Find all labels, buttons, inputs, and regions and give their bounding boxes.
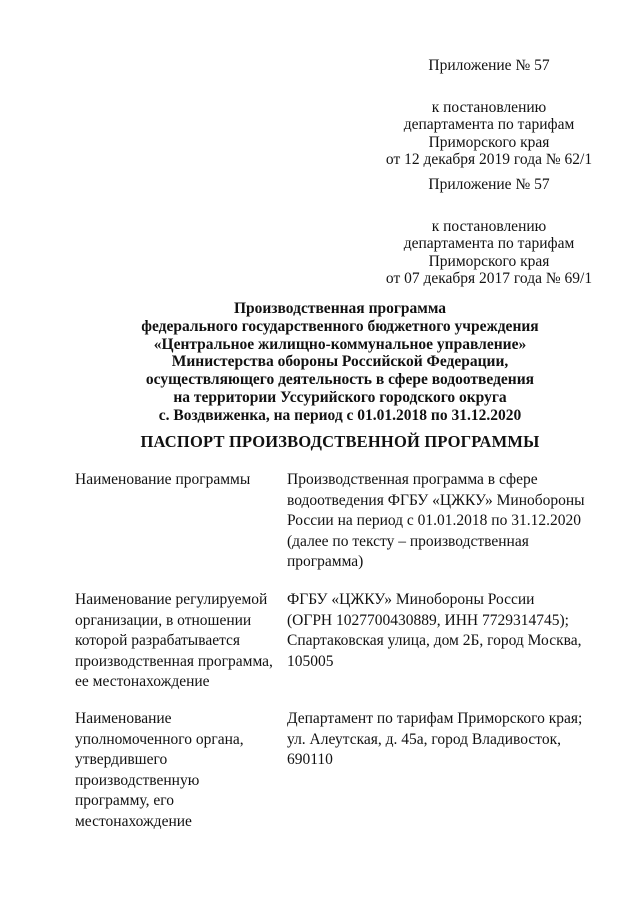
row-value-line: Спартаковская улица, дом 2Б, город Москва, <box>287 632 582 649</box>
program-title-line: федерального государственного бюджетного учреждения <box>141 317 539 335</box>
row-value <box>287 590 602 672</box>
row-label-line: Наименование программы <box>75 471 251 488</box>
row-label <box>75 470 280 491</box>
row-label <box>75 709 280 832</box>
appendix-line: от 12 декабря 2019 года № 62/1 <box>385 151 593 168</box>
row-label-line: утвердившего <box>75 751 168 768</box>
row-value <box>287 709 602 771</box>
row-value-line: России на период с 01.01.2018 по 31.12.2020 <box>287 512 581 529</box>
row-label <box>75 590 280 693</box>
appendix-line: к постановлению <box>431 217 547 235</box>
row-label-line: производственную <box>75 771 200 789</box>
program-title-line: «Центральное жилищно-коммунальное управление» <box>153 335 527 353</box>
appendix-header-2019 <box>378 57 600 169</box>
passport-heading: ПАСПОРТ ПРОИЗВОДСТВЕННОЙ ПРОГРАММЫ <box>140 432 540 451</box>
row-value-line: (ОГРН 1027700430889, ИНН 7729314745); <box>287 611 569 629</box>
appendix-line: к постановлению <box>431 98 547 116</box>
row-value-line: водоотведения ФГБУ «ЦЖКУ» Минобороны <box>287 491 585 509</box>
program-title-line: Производственная программа <box>233 300 447 317</box>
row-label-line: Наименование <box>75 710 172 727</box>
row-label-line: уполномоченного органа, <box>75 730 244 748</box>
appendix-line: департамента по тарифам <box>403 235 575 252</box>
row-label-line: которой разрабатывается <box>75 632 241 649</box>
program-title-line: с. Воздвиженка, на период с 01.01.2018 по 31.12.2020 <box>158 406 522 424</box>
row-label-line: производственная программа, <box>75 652 273 670</box>
appendix-line: Приморского края <box>428 252 550 270</box>
row-value-line: 690110 <box>287 751 333 768</box>
appendix-title: Приложение № 57 <box>428 176 550 193</box>
row-label-line: ее местонахождение <box>75 673 210 690</box>
program-title <box>60 300 620 425</box>
row-value-line: ФГБУ «ЦЖКУ» Минобороны России <box>287 591 535 608</box>
row-value-line: ул. Алеутская, д. 45а, город Владивосток, <box>287 730 562 748</box>
row-label-line: Наименование регулируемой <box>75 591 268 608</box>
row-label-line: местонахождение <box>75 812 192 830</box>
row-value-line: Департамент по тарифам Приморского края; <box>287 710 583 727</box>
program-title-line: Министерства обороны Российской Федерации, <box>171 353 509 371</box>
row-label-line: программу, его <box>75 792 174 809</box>
row-value-line: Производственная программа в сфере <box>287 471 538 488</box>
row-label-line: организации, в отношении <box>75 611 252 629</box>
program-title-line: на территории Уссурийского городского округа <box>173 388 507 406</box>
row-value-line: программа) <box>287 553 364 570</box>
row-value-line: 105005 <box>287 652 334 670</box>
row-value <box>287 470 602 573</box>
appendix-line: Приморского края <box>428 133 550 151</box>
appendix-header-2017 <box>378 176 600 288</box>
appendix-line: от 07 декабря 2017 года № 69/1 <box>385 270 593 287</box>
appendix-line: департамента по тарифам <box>403 116 575 133</box>
appendix-title: Приложение № 57 <box>428 57 550 74</box>
row-value-line: (далее по тексту – производственная <box>287 532 529 550</box>
program-title-line: осуществляющего деятельность в сфере водоотведения <box>145 371 535 389</box>
